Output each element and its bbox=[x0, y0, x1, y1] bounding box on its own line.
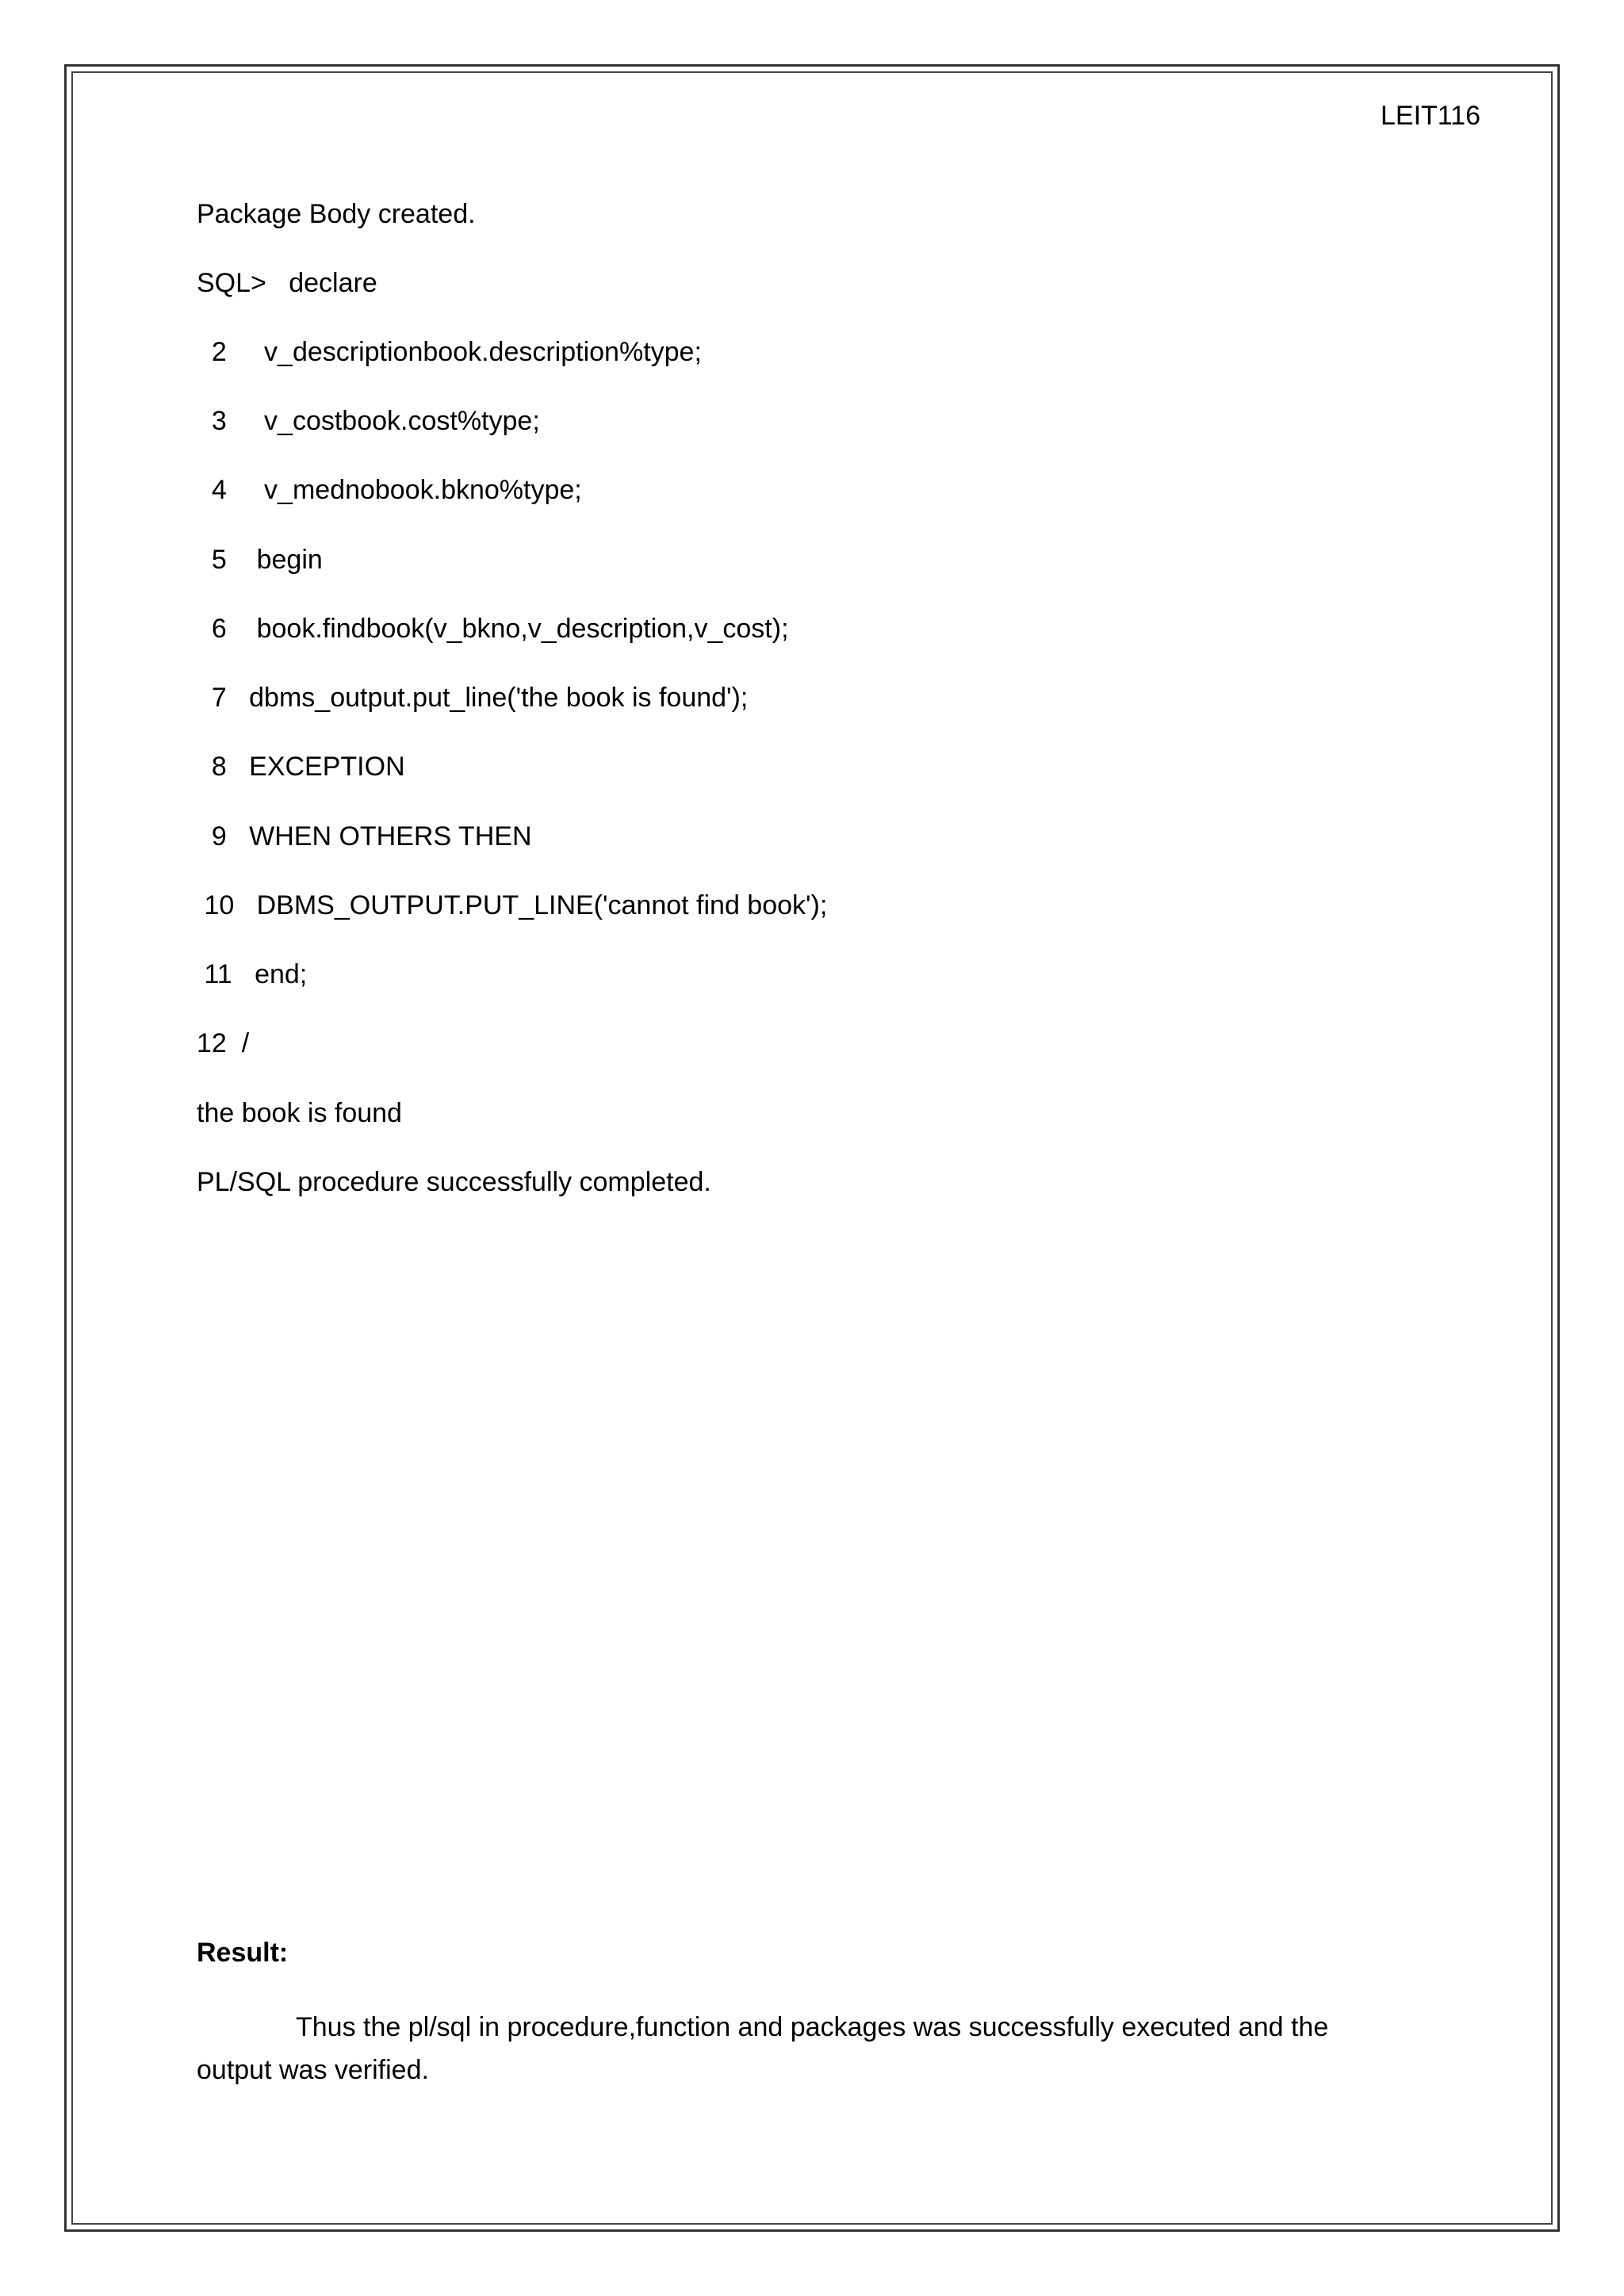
code-line: 12 / bbox=[197, 1028, 250, 1058]
code-line: 7 dbms_output.put_line('the book is found'); bbox=[197, 683, 749, 713]
output-line: PL/SQL procedure successfully completed. bbox=[197, 1167, 711, 1197]
output-line: the book is found bbox=[197, 1098, 402, 1128]
code-line: 4 v_mednobook.bkno%type; bbox=[197, 475, 582, 505]
page-border-inner bbox=[71, 71, 1553, 2225]
code-line: 10 DBMS_OUTPUT.PUT_LINE('cannot find book'); bbox=[197, 890, 828, 920]
result-heading: Result: bbox=[197, 1938, 289, 1968]
document-id: LEIT116 bbox=[1380, 101, 1480, 131]
result-text: Thus the pl/sql in procedure,function and packages was successfully executed and the output was verified. bbox=[197, 2012, 1329, 2085]
code-line: 6 book.findbook(v_bkno,v_description,v_cost); bbox=[197, 614, 789, 644]
code-line: 9 WHEN OTHERS THEN bbox=[197, 821, 532, 851]
output-line: Package Body created. bbox=[197, 199, 476, 229]
output-line: SQL> declare bbox=[197, 268, 377, 298]
code-line: 8 EXCEPTION bbox=[197, 752, 405, 782]
code-line: 3 v_costbook.cost%type; bbox=[197, 406, 540, 436]
code-line: 2 v_descriptionbook.description%type; bbox=[197, 337, 702, 367]
code-line: 11 end; bbox=[197, 959, 308, 989]
code-line: 5 begin bbox=[197, 545, 323, 575]
